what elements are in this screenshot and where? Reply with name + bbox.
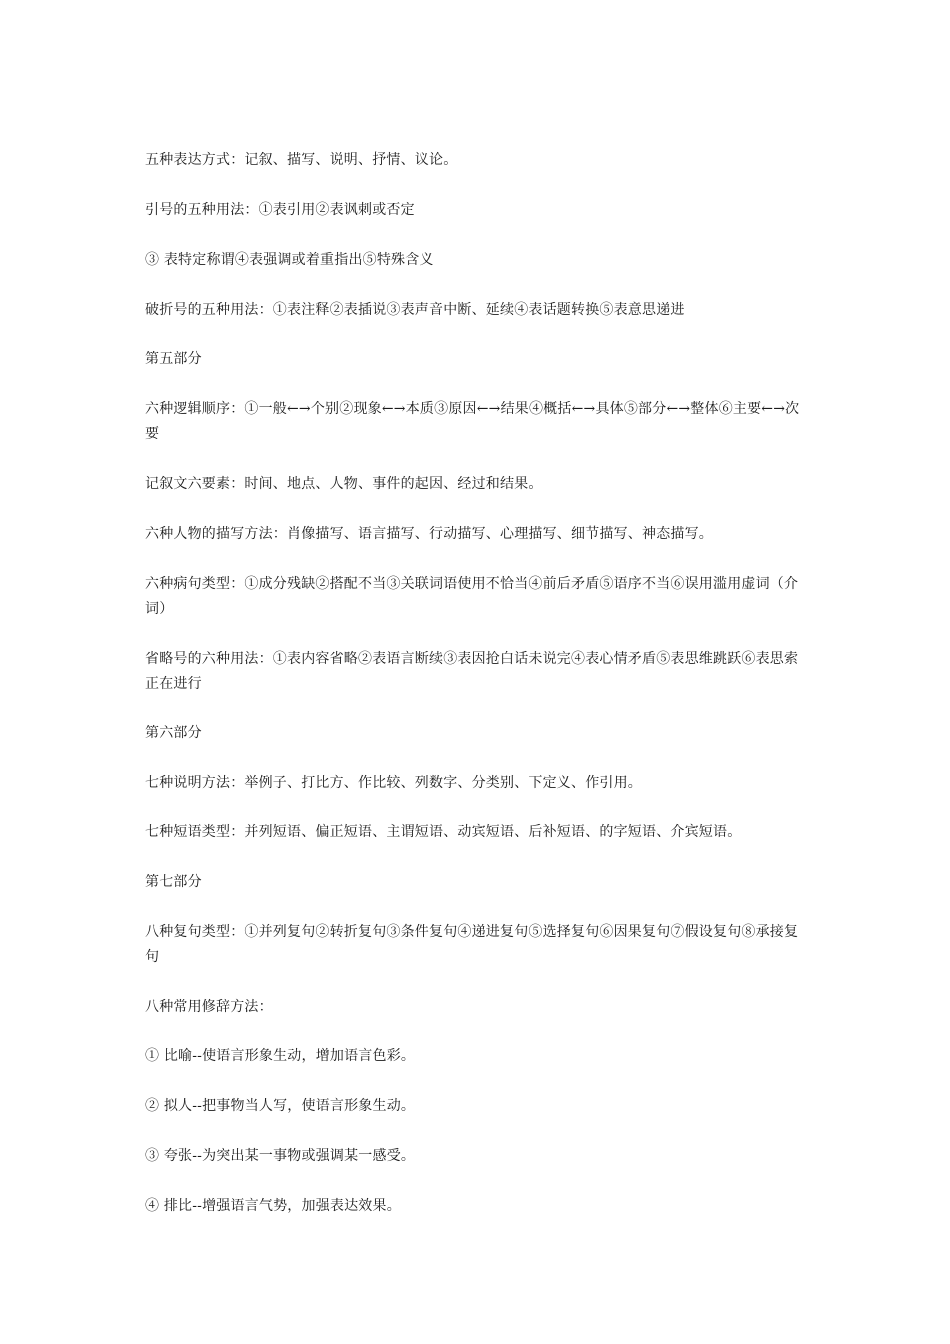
paragraph-character-description: 六种人物的描写方法：肖像描写、语言描写、行动描写、心理描写、细节描写、神态描写。 [145, 526, 713, 542]
paragraph-quotation-marks: 引号的五种用法：①表引用②表讽刺或否定 [145, 202, 415, 218]
list-item-metaphor: ① 比喻--使语言形象生动，增加语言色彩。 [145, 1048, 416, 1064]
paragraph-narrative-elements: 记叙文六要素：时间、地点、人物、事件的起因、经过和结果。 [145, 476, 543, 492]
paragraph-sentence-errors: 六种病句类型：①成分残缺②搭配不当③关联词语使用不恰当④前后矛盾⑤语序不当⑥误用滥用虚词（介词） [145, 576, 799, 617]
paragraph-explanation-methods: 七种说明方法：举例子、打比方、作比较、列数字、分类别、下定义、作引用。 [145, 775, 642, 791]
section-heading-part-seven: 第七部分 [145, 874, 202, 890]
list-item-exaggeration: ③ 夸张--为突出某一事物或强调某一感受。 [145, 1148, 416, 1164]
paragraph-dash-usage: 破折号的五种用法：①表注释②表插说③表声音中断、延续④表话题转换⑤表意思递进 [145, 302, 685, 318]
paragraph-expression-methods: 五种表达方式：记叙、描写、说明、抒情、议论。 [145, 152, 458, 168]
paragraph-complex-sentences: 八种复句类型：①并列复句②转折复句③条件复句④递进复句⑤选择复句⑥因果复句⑦假设复句⑧承接复句 [145, 924, 799, 965]
paragraph-logical-order: 六种逻辑顺序：①一般←→个别②现象←→本质③原因←→结果④概括←→具体⑤部分←→整体⑥主要←→次要 [145, 401, 800, 442]
paragraph-ellipsis-usage: 省略号的六种用法：①表内容省略②表语言断续③表因抢白话未说完④表心情矛盾⑤表思维跳跃⑥表思索正在进行 [145, 651, 799, 692]
list-item-personification: ② 拟人--把事物当人写，使语言形象生动。 [145, 1098, 416, 1114]
paragraph-phrase-types: 七种短语类型：并列短语、偏正短语、主谓短语、动宾短语、后补短语、的字短语、介宾短语。 [145, 824, 742, 840]
section-heading-part-six: 第六部分 [145, 725, 202, 741]
section-heading-part-five: 第五部分 [145, 351, 202, 367]
list-item-parallelism: ④ 排比--增强语言气势，加强表达效果。 [145, 1198, 401, 1214]
paragraph-quotation-marks-cont: ③ 表特定称谓④表强调或着重指出⑤特殊含义 [145, 252, 434, 268]
paragraph-rhetoric-heading: 八种常用修辞方法： [145, 999, 273, 1015]
